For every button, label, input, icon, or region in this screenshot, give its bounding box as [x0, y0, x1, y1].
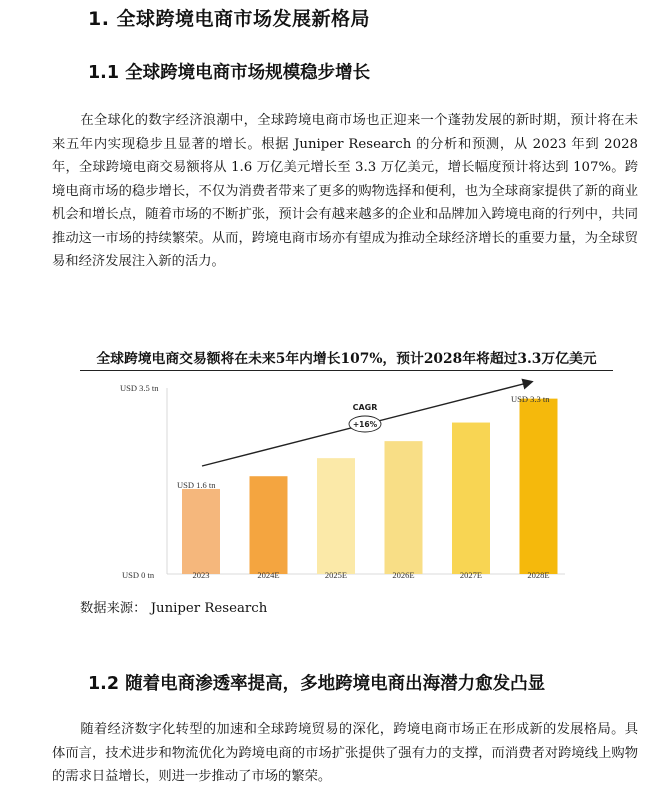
cagr-value: +16%: [352, 420, 378, 429]
x-tick-label: 2024E: [257, 570, 280, 580]
bar-2025E: [317, 458, 355, 574]
paragraph-1: [52, 109, 638, 274]
x-tick-label: 2026E: [392, 570, 415, 580]
heading-1: 1. 全球跨境电商市场发展新格局: [88, 8, 371, 30]
cagr-title: CAGR: [352, 403, 378, 412]
paragraph-2-text: 随着经济数字化转型的加速和全球跨境贸易的深化，跨境电商市场正在形成新的发展格局。具体而言，技术进步和物流优化为跨境电商的市场扩张提供了强有力的支撑，而消费者对跨境线上购物的需求日益增长，则进一步推动了市场的繁荣。: [52, 722, 638, 784]
paragraph-1-text: 在全球化的数字经济浪潮中，全球跨境电商市场也正迎来一个蓬勃发展的新时期，预计将在未来五年内实现稳步且显著的增长。根据 Juniper Research 的分析和预测，从 2023 年到 2028 年，全球跨境电商交易额将从 1.6 万亿美元增长至 3.3 万亿美元，增长幅度预计将达到 107%。跨境电商市场的稳步增长，不仅为消费者带来了更多的购物选择和便利，也为全球商家提供了新的商业机会和增长点，随着市场的不断扩张，预计会有越来越多的企业和品牌加入跨境电商的行列中，共同推动这一市场的持续繁荣。从而，跨境电商市场亦有望成为推动全球经济增长的重要力量，为全球贸易和经济发展注入新的活力。: [52, 113, 638, 269]
bar-2027E: [452, 423, 490, 574]
bar-2028E: [520, 399, 558, 574]
bar-2026E: [385, 441, 423, 574]
y-tick-label-zero: USD 0 tn: [122, 570, 155, 580]
bar-2023: [182, 489, 220, 574]
y-tick-label-top: USD 3.5 tn: [120, 383, 159, 393]
data-source: 数据来源： Juniper Research: [80, 601, 268, 616]
bar-2024E: [250, 476, 288, 574]
heading-1-2: 1.2 随着电商渗透率提高，多地跨境电商出海潜力愈发凸显: [88, 674, 546, 694]
x-tick-label: 2027E: [459, 570, 483, 580]
figure-caption: 全球跨境电商交易额将在未来5年内增长107%，预计2028年将超过3.3万亿美元: [80, 347, 613, 371]
data-label-first: USD 1.6 tn: [177, 480, 216, 490]
paragraph-2: [52, 718, 638, 789]
data-label-last: USD 3.3 tn: [511, 394, 550, 404]
x-tick-label: 2025E: [324, 570, 348, 580]
bar-chart: [80, 372, 580, 582]
x-tick-label: 2028E: [527, 570, 550, 580]
x-tick-label: 2023: [192, 570, 210, 580]
heading-1-1: 1.1 全球跨境电商市场规模稳步增长: [88, 63, 371, 83]
